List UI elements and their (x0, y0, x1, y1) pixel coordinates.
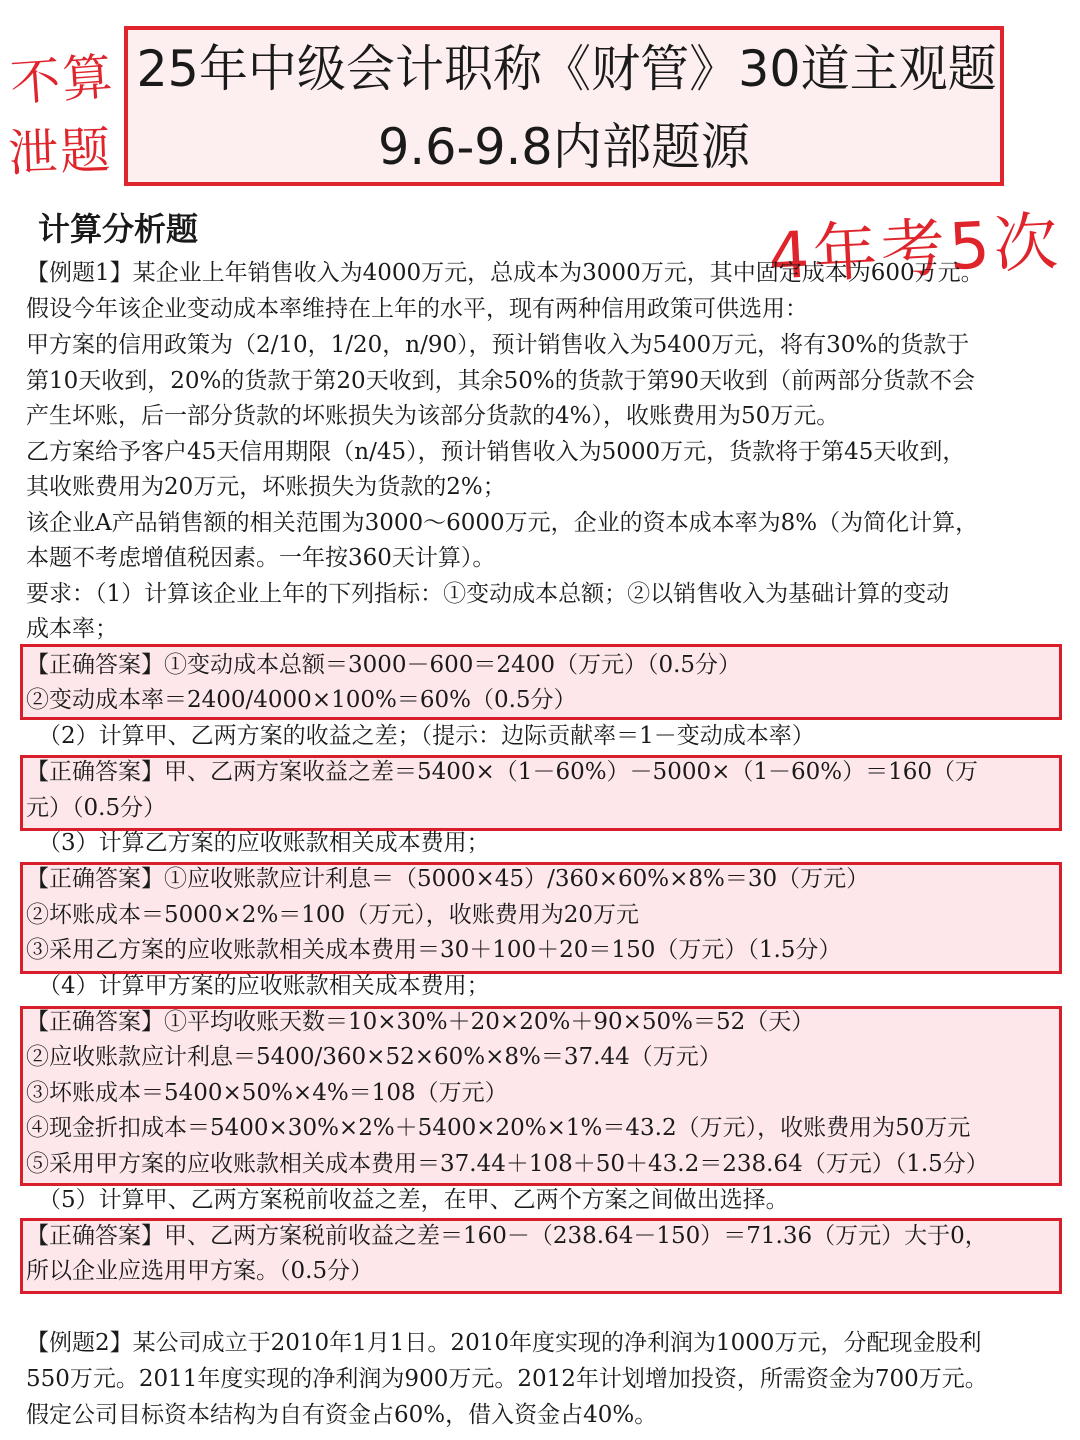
text-line: 【例题1】某企业上年销售收入为4000万元，总成本为3000万元，其中固定成本为600万元。 (26, 260, 984, 286)
text-line: 本题不考虑增值税因素。一年按360天计算）。 (26, 545, 496, 571)
answer-line: ③采用乙方案的应收账款相关成本费用＝30＋100＋20＝150（万元）（1.5分） (26, 937, 842, 963)
text-line: 550万元。2011年度实现的净利润为900万元。2012年计划增加投资，所需资金为700万元。 (26, 1366, 988, 1392)
text-line: 甲方案的信用政策为（2/10，1/20，n/90），预计销售收入为5400万元，将有30%的货款于 (26, 332, 970, 358)
answer-line: ②变动成本率＝2400/4000×100%＝60%（0.5分） (26, 687, 577, 713)
text-line: 【例题2】某公司成立于2010年1月1日。2010年度实现的净利润为1000万元，分配现金股利 (26, 1330, 982, 1356)
page-subtitle: 9.6-9.8内部题源 (378, 118, 750, 176)
answer-line: 【正确答案】甲、乙两方案税前收益之差＝160－（238.64－150）＝71.36（万元）大于0， (26, 1223, 988, 1249)
handwritten-note-frequency: 4年考5次 (766, 205, 1064, 295)
answer-line: 元）（0.5分） (26, 795, 167, 821)
title-box (124, 26, 1004, 186)
handwritten-note-not-counted: 不算 (8, 47, 117, 113)
question-line: （3）计算乙方案的应收账款相关成本费用； (38, 830, 490, 856)
answer-line: 【正确答案】①变动成本总额＝3000－600＝2400（万元）（0.5分） (26, 652, 742, 678)
question-line: （2）计算甲、乙两方案的收益之差；（提示：边际贡献率＝1－变动成本率） (38, 723, 815, 749)
answer-line: 所以企业应选用甲方案。（0.5分） (26, 1258, 374, 1284)
answer-line: 【正确答案】①平均收账天数＝10×30%＋20×20%＋90×50%＝52（天） (26, 1009, 815, 1035)
answer-line: 【正确答案】①应收账款应计利息＝（5000×45）/360×60%×8%＝30（万元） (26, 866, 870, 892)
handwritten-note-leak: 泄题 (7, 121, 114, 183)
question-line: （5）计算甲、乙两方案税前收益之差，在甲、乙两个方案之间做出选择。 (38, 1187, 789, 1213)
answer-line: ②坏账成本＝5000×2%＝100（万元），收账费用为20万元 (26, 902, 639, 928)
question-line: （4）计算甲方案的应收账款相关成本费用； (38, 973, 490, 999)
answer-line: ②应收账款应计利息＝5400/360×52×60%×8%＝37.44（万元） (26, 1044, 722, 1070)
section-title: 计算分析题 (38, 210, 199, 248)
answer-line: ⑤采用甲方案的应收账款相关成本费用＝37.44＋108＋50＋43.2＝238.64（万元）（1.5分） (26, 1151, 989, 1177)
page-title: 25年中级会计职称《财管》30道主观题 (136, 40, 997, 98)
text-line: 产生坏账，后一部分货款的坏账损失为该部分货款的4%），收账费用为50万元。 (26, 403, 840, 429)
text-line: 乙方案给予客户45天信用期限（n/45），预计销售收入为5000万元，货款将于第45天收到， (26, 439, 966, 465)
text-line: 假设今年该企业变动成本率维持在上年的水平，现有两种信用政策可供选用： (26, 296, 808, 322)
text-line: 成本率； (26, 616, 118, 642)
text-line: 假定公司目标资本结构为自有资金占60%，借入资金占40%。 (26, 1402, 658, 1428)
answer-line: 【正确答案】甲、乙两方案收益之差＝5400×（1－60%）－5000×（1－60%）＝160（万 (26, 759, 979, 785)
text-line: 其收账费用为20万元，坏账损失为货款的2%； (26, 474, 506, 500)
answer-line: ④现金折扣成本＝5400×30%×2%＋5400×20%×1%＝43.2（万元），收账费用为50万元 (26, 1115, 971, 1141)
text-line: 第10天收到，20%的货款于第20天收到，其余50%的货款于第90天收到（前两部分货款不会 (26, 368, 976, 394)
text-line: 该企业A产品销售额的相关范围为3000～6000万元，企业的资本成本率为8%（为简化计算， (26, 510, 979, 536)
answer-line: ③坏账成本＝5400×50%×4%＝108（万元） (26, 1080, 508, 1106)
text-line: 要求：（1）计算该企业上年的下列指标：①变动成本总额；②以销售收入为基础计算的变动 (26, 581, 950, 607)
